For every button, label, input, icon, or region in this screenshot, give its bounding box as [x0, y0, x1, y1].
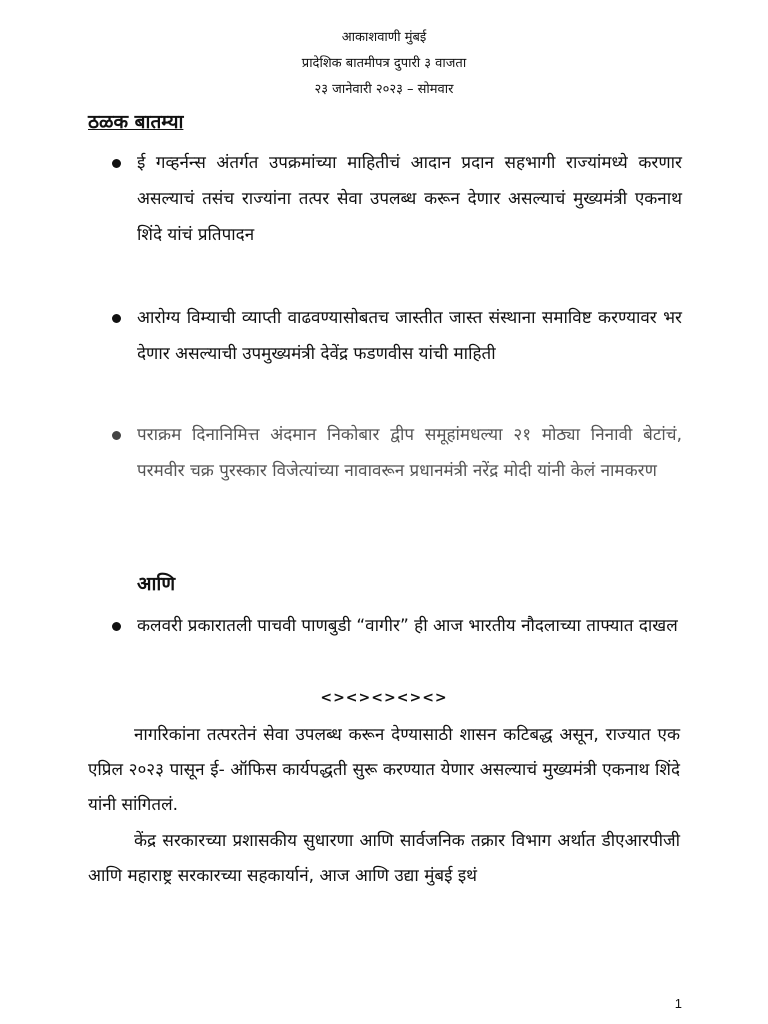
also-heading: आणि: [137, 573, 176, 595]
header-station: आकाशवाणी मुंबई: [341, 30, 427, 45]
bullet-icon: [112, 314, 121, 323]
body-paragraph: नागरिकांना तत्परतेनं सेवा उपलब्ध करून देण्यासाठी शासन कटिबद्ध असून, राज्यात एक एप्रिल २०२३ पासून ई- ऑफिस कार्यपद्धती सुरू करण्यात येणार असल्याचं मुख्यमंत्री एकनाथ शिंदे यांनी सांगितलं.: [88, 725, 680, 815]
bullet-icon: [112, 159, 121, 168]
headline-text: पराक्रम दिनानिमित्त अंदमान निकोबार द्वीप समूहांमधल्या २१ मोठ्या निनावी बेटांचं, परमवीर चक्र पुरस्कार विजेत्यांच्या नावावरून प्रधानमंत्री नरेंद्र मोदी यांनी केलं नामकरण: [137, 425, 682, 481]
header-bulletin: प्रादेशिक बातमीपत्र दुपारी ३ वाजता: [301, 56, 467, 71]
headline-text: आरोग्य विम्याची व्याप्ती वाढवण्यासोबतच जास्तीत जास्त संस्थाना समाविष्ट करण्यावर भर देणार असल्याची उपमुख्यमंत्री देवेंद्र फडणवीस यांची माहिती: [137, 308, 682, 364]
headline-text: ई गव्हर्नन्स अंतर्गत उपक्रमांच्या माहितीचं आदान प्रदान सहभागी राज्यांमध्ये करणार असल्याचं तसंच राज्यांना तत्पर सेवा उपलब्ध करून देणार असल्याचं मुख्यमंत्री एकनाथ शिंदे यांचं प्रतिपादन: [137, 153, 682, 245]
page-number: 1: [674, 996, 682, 1011]
body-paragraph: केंद्र सरकारच्या प्रशासकीय सुधारणा आणि सार्वजनिक तक्रार विभाग अर्थात डीएआरपीजी आणि महाराष्ट्र सरकारच्या सहकार्यानं, आज आणि उद्या मुंबई इथं: [88, 831, 680, 886]
bullet-icon: [112, 431, 121, 440]
section-separator: <><><><><>: [320, 690, 448, 706]
also-text: कलवरी प्रकारातली पाचवी पाणबुडी “वागीर” ही आज भारतीय नौदलाच्या ताफ्यात दाखल: [137, 616, 678, 636]
headlines-heading: ठळक बातम्या: [88, 111, 184, 133]
bullet-icon: [112, 622, 121, 631]
header-date: २३ जानेवारी २०२३ – सोमवार: [314, 82, 454, 97]
